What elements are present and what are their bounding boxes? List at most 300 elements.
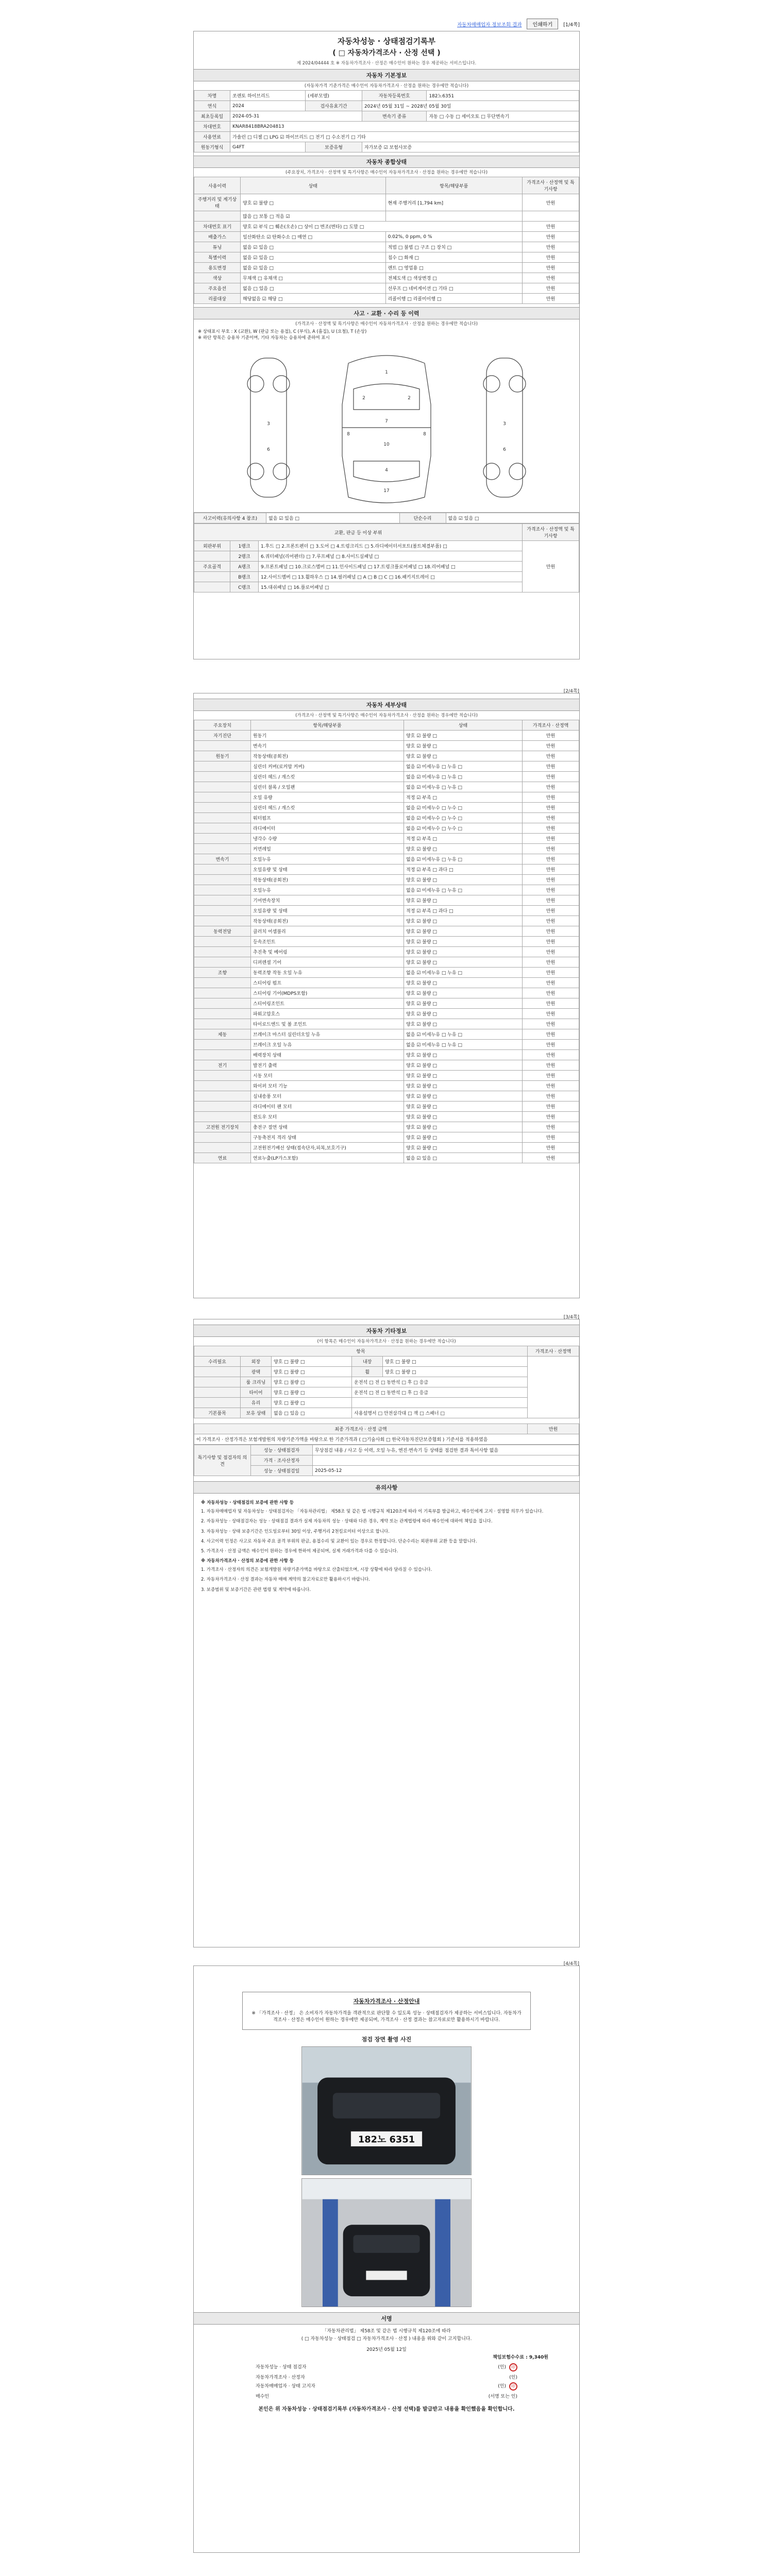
accident-sub2: ※ 하단 항목은 승용차 기준이며, 기타 자동차는 승용차에 준하여 표시 — [198, 335, 330, 341]
plate-number: 182노 6351 — [358, 2134, 415, 2145]
row-label: 색상 — [194, 273, 241, 283]
part-state: 없음 ☑ 미세누수 □ 누수 □ — [404, 823, 523, 834]
detail-row — [194, 998, 579, 1009]
part-state: 양호 ☑ 불량 □ — [404, 1122, 523, 1132]
part-price: 만원 — [523, 803, 579, 813]
sign-title: 서명 — [194, 2312, 579, 2325]
device-label: 제동 — [194, 1029, 251, 1040]
panel-group: 주요골격 — [194, 562, 230, 572]
panel-rank: 1랭크 — [230, 541, 259, 551]
col-header: 상태 — [404, 720, 523, 731]
label: 사용연료 — [194, 132, 230, 142]
part-price: 만원 — [523, 1050, 579, 1060]
part-price: 만원 — [523, 1122, 579, 1132]
device-label — [194, 772, 251, 782]
row-item: 렌트 □ 영업용 □ — [385, 263, 522, 273]
panel-price-head: 가격조사 · 산정액 및 특기사항 — [523, 524, 579, 541]
rear-photo — [301, 2178, 472, 2307]
part-state: 양호 ☑ 불량 □ — [404, 844, 523, 854]
detail-row — [194, 1071, 579, 1081]
part-state: 양호 ☑ 불량 □ — [404, 1019, 523, 1029]
label: 검사유효기간 — [306, 101, 362, 111]
row-state: 양호 □ 불량 □ — [272, 1357, 352, 1367]
device-label — [194, 895, 251, 906]
svg-text:2: 2 — [408, 396, 411, 401]
page-tag: [3/4쪽] — [563, 1315, 579, 1320]
part-state: 양호 ☑ 불량 □ — [404, 926, 523, 937]
part-label: 워터펌프 — [251, 813, 404, 823]
part-price: 만원 — [523, 1153, 579, 1163]
page-2 — [193, 689, 580, 1298]
label: 차대번호 — [194, 122, 230, 132]
panel-parts: 15.대쉬패널 □ 16.플로어패널 □ — [259, 582, 523, 592]
part-price: 만원 — [523, 947, 579, 957]
device-label — [194, 1091, 251, 1101]
panel-rank: 2랭크 — [230, 551, 259, 562]
part-price: 만원 — [523, 813, 579, 823]
row-item: 휠 — [352, 1367, 383, 1377]
part-state: 양호 ☑ 불량 □ — [404, 978, 523, 988]
panel-title: 교환, 판금 등 이상 부위 — [194, 524, 523, 541]
part-price: 만원 — [523, 998, 579, 1009]
other-note: (이 항목은 매수인이 자동차가격조사 · 산정을 원하는 경우에만 적습니다) — [317, 1339, 456, 1344]
device-label — [194, 834, 251, 844]
front-photo — [301, 2046, 472, 2175]
device-label — [194, 1101, 251, 1112]
part-price: 만원 — [523, 1029, 579, 1040]
photo-title: 점검 장면 촬영 사진 — [361, 2036, 412, 2043]
page-1 — [193, 31, 580, 659]
row-state: 양호 □ 불량 □ — [272, 1398, 352, 1408]
svg-text:8: 8 — [347, 432, 350, 437]
row-item: 유리 — [241, 1398, 272, 1408]
detail-row — [194, 1091, 579, 1101]
value: 182노6351 — [427, 91, 579, 101]
detail-row — [194, 906, 579, 916]
detail-row — [194, 988, 579, 998]
col-header: 가격조사 · 산정액 — [528, 1346, 579, 1357]
part-state: 양호 ☑ 불량 □ — [404, 937, 523, 947]
sign-date: 2025년 05월 12일 — [366, 2347, 407, 2353]
row-state: 양호 ☑ 부식 □ 훼손(오손) □ 상이 □ 변조(변타) □ 도말 □ — [241, 222, 523, 232]
part-price: 만원 — [523, 906, 579, 916]
detail-row — [194, 1143, 579, 1153]
row-price: 만원 — [523, 283, 579, 294]
detail-row — [194, 1029, 579, 1040]
part-label: 동력조향 작동 오일 누유 — [251, 968, 404, 978]
receiver-row — [194, 2392, 579, 2400]
note-item: 1. 가격조사 · 산정자의 의견은 보험개발원 차량기준가액을 바탕으로 산출되었으며, 시장 상황에 따라 달라질 수 있습니다. — [201, 1567, 432, 1573]
signer-role: 자동차성능 · 상태 점검자 — [256, 2364, 307, 2370]
notes-body — [194, 1494, 579, 1601]
part-state: 양호 ☑ 불량 □ — [404, 731, 523, 741]
signer-role: 자동차가격조사 · 산정자 — [256, 2375, 305, 2380]
note-item: 2. 자동차가격조사 · 산정 결과는 자동차 매매 계약의 참고자료로만 활용하시기 바랍니다. — [201, 1577, 370, 1583]
part-label: 원동기 — [251, 731, 404, 741]
part-price: 만원 — [523, 1101, 579, 1112]
device-label — [194, 1019, 251, 1029]
row-label: 배출가스 — [194, 232, 241, 242]
part-state: 양호 ☑ 불량 □ — [404, 1101, 523, 1112]
row-price: 만원 — [523, 222, 579, 232]
part-label: 오일유량 및 상태 — [251, 865, 404, 875]
note-item: 1. 자동차매매업자 및 자동차성능 · 상태점검자는 「자동차관리법」 제58조 및 같은 법 시행규칙 제120조에 따라 이 기록부를 발급하고, 매수인에게 고지 · 설명할 의무가 있습니다. — [201, 1509, 544, 1515]
detail-row — [194, 1019, 579, 1029]
part-price: 만원 — [523, 988, 579, 998]
row-label: 주요옵션 — [194, 283, 241, 294]
device-label — [194, 1040, 251, 1050]
svg-text:17: 17 — [383, 488, 390, 494]
part-price: 만원 — [523, 1143, 579, 1153]
part-price: 만원 — [523, 782, 579, 792]
row-state: 무채색 □ 유채색 □ — [241, 273, 386, 283]
panel-table — [194, 523, 579, 592]
part-label: 작동상태(공회전) — [251, 875, 404, 885]
detail-note: (가격조사 · 산정액 및 특기사항은 매수인이 자동차가격조사 · 산정을 원하는 경우에만 적습니다) — [295, 713, 478, 718]
opinion-text: 이 가격조사 · 산정가격은 보험개발원의 차량기준가액을 바탕으로 한 기준가격과 ( □기술사회 □ 한국자동차진단보증협회 ) 기준서를 적용하였음 — [194, 1434, 579, 1445]
part-price: 만원 — [523, 1019, 579, 1029]
row-price: 만원 — [523, 194, 579, 211]
row-state: 없음 □ 있음 □ — [241, 283, 386, 294]
device-label: 고전원 전기장치 — [194, 1122, 251, 1132]
value: 2024 — [230, 101, 306, 111]
detail-row — [194, 926, 579, 937]
signer-sign: (인) 印 — [498, 2363, 517, 2371]
col-header: 사용이력 — [194, 177, 241, 194]
row-item: 리콜이행 □ 리콜미이행 □ — [385, 294, 522, 304]
part-state: 양호 ☑ 불량 □ — [404, 947, 523, 957]
other-title: 자동차 기타정보 — [194, 1325, 579, 1337]
detail-row — [194, 937, 579, 947]
sign-text: ( □ 자동차성능 · 상태점검 □ 자동차가격조사 · 산정 ) 내용을 위와 같이 고지합니다. — [301, 2336, 472, 2342]
part-state: 양호 ☑ 불량 □ — [404, 1060, 523, 1071]
part-state: 없음 ☑ 미세누유 □ 누유 □ — [404, 968, 523, 978]
note-item: 5. 가격조사 · 산정 금액은 매수인이 원하는 경우에 한하여 제공되며, 실제 거래가격과 다를 수 있습니다. — [201, 1548, 398, 1554]
notes-heading: ※ 자동차성능 · 상태점검의 보증에 관한 사항 등 — [201, 1500, 294, 1505]
part-price: 만원 — [523, 1071, 579, 1081]
label: 원동기형식 — [194, 142, 230, 152]
col-header: 항목 — [194, 1346, 528, 1357]
svg-text:1: 1 — [385, 370, 388, 375]
row-price: 만원 — [523, 232, 579, 242]
part-state: 없음 ☑ 있음 □ — [404, 1153, 523, 1163]
row-item: 현재 주행거리 [1,794 km] — [385, 194, 522, 211]
part-label: 라디에이터 팬 모터 — [251, 1101, 404, 1112]
part-label: 변속기 — [251, 741, 404, 751]
value: 2024년 05월 31일 ~ 2028년 05월 30일 — [362, 101, 579, 111]
svg-text:3: 3 — [503, 421, 506, 427]
part-state: 적정 ☑ 부족 □ — [404, 834, 523, 844]
page-tag: [1/4쪽] — [563, 22, 580, 28]
sign-block — [194, 2325, 579, 2362]
detail-row — [194, 1122, 579, 1132]
part-label: 냉각수 수량 — [251, 834, 404, 844]
part-state: 적정 ☑ 부족 □ 과다 □ — [404, 865, 523, 875]
row-label: 주행거리 및 계기상태 — [194, 194, 241, 211]
label: 차명 — [194, 91, 230, 101]
page-3 — [193, 1315, 580, 1947]
row-state: 많음 □ 보통 □ 적음 ☑ — [241, 211, 386, 222]
value: G4FT — [230, 142, 306, 152]
detail-row — [194, 968, 579, 978]
value: 2024-05-31 — [230, 111, 362, 122]
state-table — [194, 177, 579, 304]
detail-title: 자동차 세부상태 — [194, 699, 579, 711]
detail-row — [194, 741, 579, 751]
svg-text:8: 8 — [423, 432, 426, 437]
device-label — [194, 1143, 251, 1153]
part-state: 없음 ☑ 미세누수 □ 누수 □ — [404, 813, 523, 823]
device-label — [194, 988, 251, 998]
svg-text:6: 6 — [503, 447, 506, 452]
row-item: 보유 상태 — [241, 1408, 272, 1418]
part-label: 스티어링 펌프 — [251, 978, 404, 988]
signer-sign: (인) 印 — [498, 2382, 517, 2391]
svg-text:7: 7 — [385, 419, 388, 424]
row-price: 만원 — [523, 294, 579, 304]
row-item: 침수 □ 화재 □ — [385, 252, 522, 263]
part-price: 만원 — [523, 792, 579, 803]
device-label: 변속기 — [194, 854, 251, 865]
signer-row — [194, 2372, 579, 2381]
col-header: 상태 — [241, 177, 386, 194]
value: 쏘렌토 하이브리드 — [230, 91, 306, 101]
detail-table — [194, 720, 579, 1163]
accident-label: 사고이력(유의사항 4 참조) — [194, 513, 266, 523]
part-label: 라디에이터 — [251, 823, 404, 834]
row-state: 없음 ☑ 있음 □ — [241, 242, 386, 252]
row-state: 운전석 □ 전 □ 동반석 □ 후 □ 응급 — [352, 1387, 528, 1398]
row-state: 일산화탄소 ☑ 탄화수소 □ 매연 □ — [241, 232, 386, 242]
device-label — [194, 875, 251, 885]
part-state: 양호 ☑ 불량 □ — [404, 751, 523, 761]
doc-subtitle: ( □ 자동차가격조사 · 산정 선택 ) — [332, 49, 441, 57]
device-label: 원동기 — [194, 751, 251, 761]
value: KNAR8418BRA204813 — [230, 122, 579, 132]
inspector-role: 가격 · 조사산정자 — [251, 1455, 313, 1466]
device-label — [194, 885, 251, 895]
note-item: 4. 사고이력 인정은 사고로 자동차 주요 골격 부위의 판금, 용접수리 및 교환이 있는 경우로 한정합니다. 단순수리는 외판부위 교환 등을 말합니다. — [201, 1538, 477, 1544]
col-header: 주요장치 — [194, 720, 251, 731]
part-label: 윈도우 모터 — [251, 1112, 404, 1122]
part-label: 실린더 커버(로커암 커버) — [251, 761, 404, 772]
part-price: 만원 — [523, 1040, 579, 1050]
inspection-date: 2025-05-12 — [313, 1466, 579, 1476]
detail-row — [194, 792, 579, 803]
row-state: 양호 □ 불량 □ — [383, 1367, 528, 1377]
signer-row — [194, 2362, 579, 2372]
part-price: 만원 — [523, 1112, 579, 1122]
signer-sign: (인) — [509, 2375, 517, 2380]
panel-price: 만원 — [523, 541, 579, 592]
footer-statement: 본인은 위 자동차성능 · 상태점검기록부 (자동차가격조사 · 산정 선택)를 발급받고 내용을 확인했음을 확인합니다. — [258, 2406, 515, 2412]
notes-title: 유의사항 — [194, 1481, 579, 1494]
detail-row — [194, 803, 579, 813]
detail-row — [194, 1132, 579, 1143]
device-label — [194, 906, 251, 916]
basic-info-table — [194, 90, 579, 152]
note-item: 2. 자동차성능 · 상태점검자는 성능 · 상태점검 결과가 실제 자동차의 성능 · 상태와 다른 경우, 계약 또는 관계법령에 따라 매수인에 대하여 책임을 집니다. — [201, 1519, 493, 1524]
note-item: 3. 보증범위 및 보증기간은 관련 법령 및 계약에 따릅니다. — [201, 1587, 311, 1592]
opinion-title: 최종 가격조사 · 산정 금액 — [194, 1424, 528, 1434]
part-state: 없음 ☑ 미세누유 □ 누유 □ — [404, 772, 523, 782]
row-item: 0.02%, 0 ppm, 0 % — [385, 232, 522, 242]
basic-info-note: (자동차가격 기준가격은 매수인이 자동차가격조사 · 산정을 원하는 경우에만 적습니다) — [304, 83, 469, 89]
col-header: 항목/해당부품 — [385, 177, 522, 194]
part-state: 없음 ☑ 미세누유 □ 누유 □ — [404, 885, 523, 895]
notes-heading: ※ 자동차가격조사 · 산정의 보증에 관한 사항 등 — [201, 1558, 294, 1564]
part-price: 만원 — [523, 968, 579, 978]
state-title: 자동차 종합상태 — [194, 156, 579, 168]
row-state: 양호 □ 불량 □ — [272, 1387, 352, 1398]
inspector-role: 성능 · 상태점검자 — [251, 1445, 313, 1455]
part-label: 시동 모터 — [251, 1071, 404, 1081]
detail-row — [194, 1101, 579, 1112]
row-label: 특별이력 — [194, 252, 241, 263]
device-label — [194, 1112, 251, 1122]
part-state: 양호 ☑ 불량 □ — [404, 741, 523, 751]
part-label: 작동상태(공회전) — [251, 751, 404, 761]
device-label — [194, 761, 251, 772]
panel-rank: A랭크 — [230, 562, 259, 572]
part-label: 디퍼렌셜 기어 — [251, 957, 404, 968]
row-state: 없음 ☑ 있음 □ — [241, 263, 386, 273]
svg-text:6: 6 — [267, 447, 270, 452]
part-price: 만원 — [523, 854, 579, 865]
row-state: 없음 □ 있음 □ — [272, 1408, 352, 1418]
part-price: 만원 — [523, 741, 579, 751]
svg-text:10: 10 — [383, 442, 390, 447]
row-price: 만원 — [523, 252, 579, 263]
part-price: 만원 — [523, 1081, 579, 1091]
detail-row — [194, 978, 579, 988]
value: 자가보증 ☑ 보험사보증 — [362, 142, 579, 152]
panel-parts: 12.사이드멤버 □ 13.휠하우스 □ 14.필러패널 □ A □ B □ C □ 16.패키지트레이 □ — [259, 572, 523, 582]
part-state: 양호 ☑ 불량 □ — [404, 1143, 523, 1153]
row-state: 사용설명서 □ 안전삼각대 □ 잭 □ 스패너 □ — [352, 1408, 528, 1418]
doc-title: 자동차성능 · 상태점검기록부 — [337, 37, 436, 46]
device-label — [194, 947, 251, 957]
opinion-table — [194, 1423, 579, 1445]
detail-row — [194, 1009, 579, 1019]
row-label: 차대번호 표기 — [194, 222, 241, 232]
device-label: 연료 — [194, 1153, 251, 1163]
part-price: 만원 — [523, 978, 579, 988]
part-label: 파워고압호스 — [251, 1009, 404, 1019]
part-label: 연료누출(LP가스포함) — [251, 1153, 404, 1163]
detail-row — [194, 772, 579, 782]
part-price: 만원 — [523, 916, 579, 926]
part-state: 양호 ☑ 불량 □ — [404, 1050, 523, 1060]
detail-row — [194, 813, 579, 823]
part-state: 양호 ☑ 불량 □ — [404, 988, 523, 998]
accident-sub: ※ 상태표시 부호 : X (교환), W (판금 또는 용접), C (부식), A (흠집), U (요철), T (손상) — [198, 329, 367, 334]
part-label: 작동상태(공회전) — [251, 916, 404, 926]
part-state: 양호 ☑ 불량 □ — [404, 1081, 523, 1091]
part-price: 만원 — [523, 834, 579, 844]
part-price: 만원 — [523, 731, 579, 741]
device-label — [194, 823, 251, 834]
label: 연식 — [194, 101, 230, 111]
row-state: 양호 ☑ 불량 □ — [241, 194, 386, 211]
detail-row — [194, 1081, 579, 1091]
part-label: 와이퍼 모터 기능 — [251, 1081, 404, 1091]
row-item: 광택 — [241, 1367, 272, 1377]
detail-row — [194, 895, 579, 906]
part-price: 만원 — [523, 761, 579, 772]
row-price: 만원 — [523, 242, 579, 252]
page-tag: [4/4쪽] — [563, 1961, 579, 1967]
col-header: 항목/해당부품 — [251, 720, 404, 731]
panel-rank: C랭크 — [230, 582, 259, 592]
part-label: 오일 유량 — [251, 792, 404, 803]
part-label: 충전구 절연 상태 — [251, 1122, 404, 1132]
part-label: 오일누유 — [251, 854, 404, 865]
part-label: 고전원전기배선 상태(접속단자,피복,보호기구) — [251, 1143, 404, 1153]
receiver-label: 매수인 — [256, 2394, 270, 2399]
price-info-title: 자동차가격조사 · 산정안내 — [353, 1998, 420, 2005]
row-state: 해당없음 ☑ 해당 □ — [241, 294, 386, 304]
detail-row — [194, 1153, 579, 1163]
detail-row — [194, 761, 579, 772]
part-state: 없음 ☑ 미세누유 □ 누유 □ — [404, 1040, 523, 1050]
detail-row — [194, 844, 579, 854]
dealer-info-link[interactable]: 자동차매매업자 정보조회 결과 — [457, 22, 522, 28]
part-price: 만원 — [523, 1132, 579, 1143]
opinion-unit: 만원 — [528, 1424, 579, 1434]
part-label: 스티어링 기어(MDPS포함) — [251, 988, 404, 998]
part-state: 없음 ☑ 미세누유 □ 누유 □ — [404, 761, 523, 772]
col-header: 가격조사 · 산정액 및 특기사항 — [523, 177, 579, 194]
part-state: 양호 ☑ 불량 □ — [404, 1112, 523, 1122]
seal-stamp-icon: 印 — [509, 2382, 517, 2391]
detail-row — [194, 1050, 579, 1060]
device-label — [194, 741, 251, 751]
device-label — [194, 844, 251, 854]
row-item: 룸 크리닝 — [241, 1377, 272, 1387]
seal-stamp-icon: 印 — [509, 2363, 517, 2371]
inspector-label: 특기사항 및 점검자의 의견 — [194, 1445, 251, 1476]
panel-group: 외판부위 — [194, 541, 230, 551]
device-label: 전기 — [194, 1060, 251, 1071]
part-label: 실린더 헤드 / 개스킷 — [251, 772, 404, 782]
part-label: 등속조인트 — [251, 937, 404, 947]
part-label: 클러치 어셈블리 — [251, 926, 404, 937]
simple-repair-label: 단순수리 — [399, 513, 446, 523]
part-label: 배력장치 상태 — [251, 1050, 404, 1060]
device-label — [194, 1132, 251, 1143]
detail-row — [194, 782, 579, 792]
detail-row — [194, 854, 579, 865]
print-button[interactable]: 인쇄하기 — [527, 19, 558, 29]
inspector-opinion: 무상점검 내용 / 사고 등 이력, 오일 누유, 엔진·변속기 등 상태를 점검한 결과 특이사항 없음 — [313, 1445, 579, 1455]
device-label — [194, 1050, 251, 1060]
detail-row — [194, 957, 579, 968]
panel-parts: 9.프론트패널 □ 10.크로스멤버 □ 11.인사이드패널 □ 17.트렁크플로어패널 □ 18.리어패널 □ — [259, 562, 523, 572]
state-note: (주요장치, 가격조사 · 산정액 및 특기사항은 매수인이 자동차가격조사 · 산정을 원하는 경우에만 적습니다) — [285, 170, 488, 175]
part-price: 만원 — [523, 823, 579, 834]
row-item: 적법 □ 불법 □ 구조 □ 장치 □ — [385, 242, 522, 252]
part-state: 양호 ☑ 불량 □ — [404, 1091, 523, 1101]
part-price: 만원 — [523, 1009, 579, 1019]
part-state: 양호 ☑ 불량 □ — [404, 916, 523, 926]
part-state: 양호 ☑ 불량 □ — [404, 957, 523, 968]
part-state: 없음 ☑ 미세누유 □ 누유 □ — [404, 782, 523, 792]
price-info-box — [242, 1992, 531, 2030]
price-info-text: ※ 「가격조사 · 산정」 은 소비자가 자동차가격을 객관적으로 판단할 수 있도록 성능 · 상태점검자가 제공하는 서비스입니다. 자동차가격조사 · 산정은 매수인이 원하는 경우에만 제공되며, 가격조사 · 산정 결과는 참고자료로만 활용하시기 바랍니다. — [251, 2010, 522, 2023]
part-price: 만원 — [523, 957, 579, 968]
signer-row — [194, 2381, 579, 2392]
